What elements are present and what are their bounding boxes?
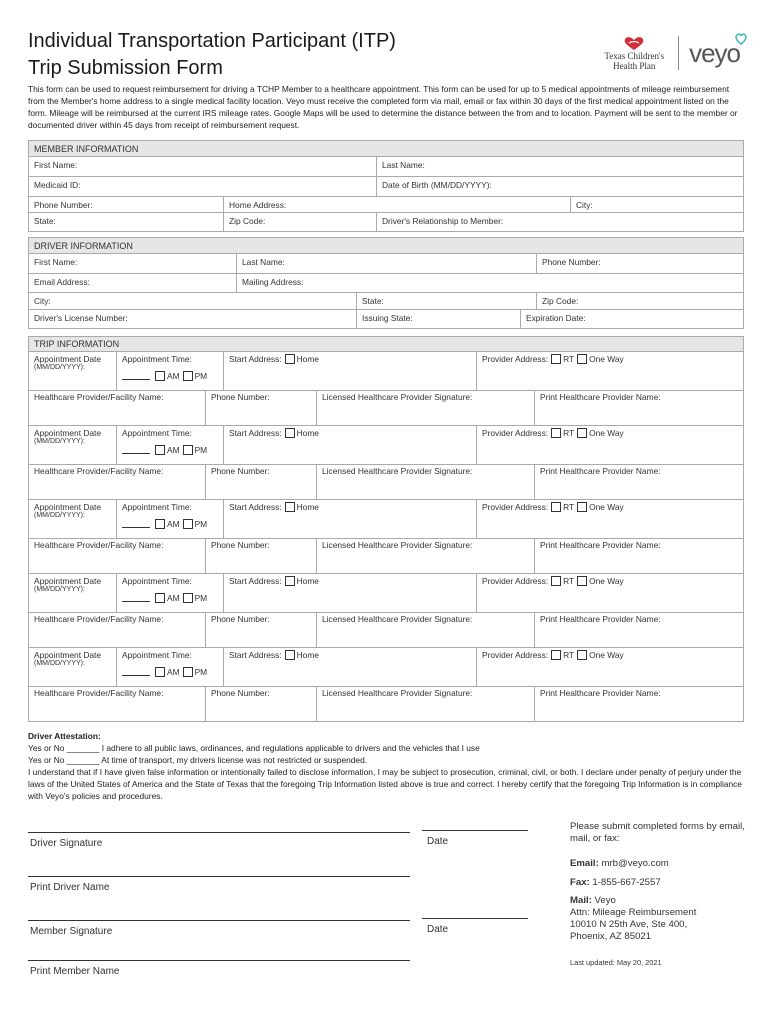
trip-start-address[interactable] — [224, 426, 477, 464]
trip-phone-label: Phone Number: — [211, 466, 270, 476]
trip-appt-time — [117, 426, 224, 464]
am-label: AM — [167, 667, 180, 677]
provider-signature-label: Licensed Healthcare Provider Signature: — [322, 688, 473, 698]
driver-attestation: Driver Attestation: Yes or No _______ I adhere to all public laws, ordinances, and regulations applicable to drivers and the vehicles that I use Yes or No _______ At time of transport, my drivers license was not restricted or suspended. I understand that if I have given false information or intentionally failed to disclose information, I may be subject to prosecution, criminal, civil, or both. I declare under penalty of perjury under the laws of the United States of America and the State of Texas that the foregoing Trip Information listed above is true and correct. I hereby certify that the foregoing Trip Information is in compliance with Veyo's policies and procedures. — [28, 730, 744, 802]
provider-address-label: Provider Address: — [482, 428, 549, 438]
trip-appt-time-label: Appointment Time: — [122, 576, 192, 586]
member-row-2 — [29, 177, 743, 197]
provider-address-label: Provider Address: — [482, 650, 549, 660]
member-city[interactable]: City: — [570, 197, 743, 212]
trip-facility-name[interactable] — [29, 612, 206, 647]
submit-fax — [570, 877, 750, 889]
pm-checkbox[interactable] — [183, 593, 193, 603]
driver-row-2 — [29, 274, 743, 293]
member-row-3 — [29, 197, 743, 213]
member-signature-line[interactable] — [28, 920, 410, 921]
oneway-checkbox[interactable] — [577, 354, 587, 364]
am-checkbox[interactable] — [155, 371, 165, 381]
home-label: Home — [296, 354, 319, 364]
email-label: Email: — [570, 858, 599, 869]
provider-print-name-label: Print Healthcare Provider Name: — [540, 614, 661, 624]
home-label: Home — [296, 428, 319, 438]
provider-address-label: Provider Address: — [482, 354, 549, 364]
home-checkbox[interactable] — [285, 428, 295, 438]
trip-row — [29, 648, 743, 722]
start-address-label: Start Address: — [229, 576, 282, 586]
date-label-1: Date — [427, 836, 449, 847]
am-checkbox[interactable] — [155, 445, 165, 455]
trip-provider-address[interactable] — [477, 352, 743, 390]
attestation-line-2 — [28, 754, 744, 766]
trip-appt-date-label: Appointment Date — [34, 650, 102, 660]
driver-mailing-address[interactable]: Mailing Address: — [236, 274, 743, 292]
oneway-checkbox[interactable] — [577, 502, 587, 512]
trip-appt-date-format: (MM/DD/YYYY): — [34, 438, 85, 445]
provider-signature-label: Licensed Healthcare Provider Signature: — [322, 466, 473, 476]
driver-zip[interactable]: Zip Code: — [536, 293, 743, 309]
trip-appt-date-format: (MM/DD/YYYY): — [34, 586, 85, 593]
driver-row-1 — [29, 254, 743, 274]
member-section — [28, 140, 744, 232]
member-state[interactable]: State: — [34, 216, 56, 226]
pm-checkbox[interactable] — [183, 445, 193, 455]
facility-label: Healthcare Provider/Facility Name: — [34, 688, 164, 698]
mail-line-4: Phoenix, AZ 85021 — [570, 931, 652, 942]
trip-provider-address[interactable] — [477, 574, 743, 612]
am-checkbox[interactable] — [155, 519, 165, 529]
rt-checkbox[interactable] — [551, 502, 561, 512]
trip-start-address[interactable] — [224, 574, 477, 612]
trip-time-input[interactable] — [122, 675, 150, 676]
trip-provider-signature[interactable] — [317, 464, 535, 499]
trip-provider-signature[interactable] — [317, 686, 535, 722]
trip-appt-date-label: Appointment Date — [34, 502, 102, 512]
pm-label: PM — [194, 445, 208, 455]
print-driver-line[interactable] — [28, 876, 410, 877]
trip-time-input[interactable] — [122, 453, 150, 454]
facility-label: Healthcare Provider/Facility Name: — [34, 466, 164, 476]
rt-label: RT — [563, 576, 575, 586]
trip-phone-label: Phone Number: — [211, 688, 270, 698]
attestation-declaration: I understand that if I have given false information or intentionally failed to disclose information, I may be subject to prosecution, criminal, civil, or both. I declare under penalty of perjury under the laws of the United States of America and the State of Texas that the foregoing Trip Information listed above is true and correct. I hereby certify that the foregoing Trip Information is in compliance with Veyo's policies and procedures. — [28, 767, 742, 801]
driver-first-name[interactable]: First Name: — [34, 257, 78, 267]
home-label: Home — [296, 576, 319, 586]
facility-label: Healthcare Provider/Facility Name: — [34, 614, 164, 624]
trip-facility-name[interactable] — [29, 686, 206, 722]
oneway-checkbox[interactable] — [577, 576, 587, 586]
member-phone[interactable]: Phone Number: — [34, 200, 93, 210]
oneway-label: One Way — [589, 650, 624, 660]
trip-provider-print-name[interactable] — [535, 612, 743, 647]
trip-appt-time-label: Appointment Time: — [122, 354, 192, 364]
pm-checkbox[interactable] — [183, 371, 193, 381]
driver-last-name[interactable]: Last Name: — [236, 254, 536, 273]
member-row-1 — [29, 157, 743, 177]
member-medicaid-id[interactable]: Medicaid ID: — [34, 180, 81, 190]
provider-print-name-label: Print Healthcare Provider Name: — [540, 466, 661, 476]
veyo-logo — [689, 38, 740, 69]
attestation-heading: Driver Attestation — [28, 731, 98, 741]
driver-section — [28, 237, 744, 329]
provider-signature-label: Licensed Healthcare Provider Signature: — [322, 614, 473, 624]
trip-appt-date[interactable] — [29, 426, 117, 464]
trip-row — [29, 426, 743, 500]
tchp-heart-icon — [621, 35, 647, 51]
provider-signature-label: Licensed Healthcare Provider Signature: — [322, 540, 473, 550]
trip-appt-date[interactable] — [29, 648, 117, 686]
trip-row — [29, 500, 743, 574]
print-driver-label: Print Driver Name — [30, 882, 110, 893]
submit-mail — [570, 895, 750, 943]
member-row-4 — [29, 213, 743, 231]
home-checkbox[interactable] — [285, 576, 295, 586]
attestation-text-1: I adhere to all public laws, ordinances, and regulations applicable to drivers and the vehicles that I use — [99, 743, 480, 753]
date-line-2[interactable] — [422, 918, 528, 919]
mail-label: Mail: — [570, 895, 592, 906]
am-label: AM — [167, 519, 180, 529]
trip-provider-address[interactable] — [477, 426, 743, 464]
veyo-heart-icon — [734, 32, 748, 46]
member-dob[interactable]: Date of Birth (MM/DD/YYYY): — [376, 177, 743, 196]
oneway-label: One Way — [589, 428, 624, 438]
mail-line-3: 10010 N 25th Ave, Ste 400, — [570, 919, 688, 930]
trip-appt-time-label: Appointment Time: — [122, 502, 192, 512]
rt-label: RT — [563, 428, 575, 438]
trip-start-address[interactable] — [224, 352, 477, 390]
am-label: AM — [167, 445, 180, 455]
trip-provider-signature[interactable] — [317, 538, 535, 573]
trip-appt-date-label: Appointment Date — [34, 576, 102, 586]
facility-label: Healthcare Provider/Facility Name: — [34, 540, 164, 550]
home-checkbox[interactable] — [285, 502, 295, 512]
trip-provider-print-name[interactable] — [535, 538, 743, 573]
title-line-1: Individual Transportation Participant (ITP) — [28, 30, 396, 52]
provider-print-name-label: Print Healthcare Provider Name: — [540, 540, 661, 550]
member-home-address[interactable]: Home Address: — [223, 197, 570, 212]
start-address-label: Start Address: — [229, 502, 282, 512]
driver-city[interactable]: City: — [34, 296, 51, 306]
pm-checkbox[interactable] — [183, 519, 193, 529]
driver-state[interactable]: State: — [356, 293, 536, 309]
trip-appt-date-format: (MM/DD/YYYY): — [34, 660, 85, 667]
rt-label: RT — [563, 354, 575, 364]
rt-checkbox[interactable] — [551, 576, 561, 586]
facility-label: Healthcare Provider/Facility Name: — [34, 392, 164, 402]
trip-appt-time — [117, 648, 224, 686]
trip-appt-date-format: (MM/DD/YYYY): — [34, 364, 85, 371]
trip-phone[interactable] — [206, 612, 317, 647]
trip-start-address[interactable] — [224, 500, 477, 538]
trip-phone[interactable] — [206, 686, 317, 722]
veyo-wordmark: veyo — [689, 37, 740, 68]
home-label: Home — [296, 502, 319, 512]
am-checkbox[interactable] — [155, 667, 165, 677]
member-last-name[interactable]: Last Name: — [376, 157, 743, 176]
rt-label: RT — [563, 650, 575, 660]
trip-provider-signature[interactable] — [317, 390, 535, 425]
trip-facility-name[interactable] — [29, 538, 206, 573]
oneway-label: One Way — [589, 354, 624, 364]
start-address-label: Start Address: — [229, 428, 282, 438]
trip-appt-time — [117, 352, 224, 390]
trip-rows — [29, 352, 743, 722]
trip-provider-print-name[interactable] — [535, 390, 743, 425]
trip-appt-date[interactable] — [29, 500, 117, 538]
trip-phone-label: Phone Number: — [211, 392, 270, 402]
driver-issuing-state[interactable]: Issuing State: — [356, 310, 520, 328]
pm-label: PM — [194, 593, 208, 603]
trip-appt-date[interactable] — [29, 574, 117, 612]
pm-label: PM — [194, 667, 208, 677]
trip-row — [29, 574, 743, 648]
provider-print-name-label: Print Healthcare Provider Name: — [540, 688, 661, 698]
driver-email[interactable]: Email Address: — [34, 277, 90, 287]
logo-area — [604, 32, 740, 74]
email-value[interactable]: mrb@veyo.com — [598, 858, 669, 869]
member-first-name[interactable]: First Name: — [34, 160, 78, 170]
trip-row — [29, 352, 743, 426]
oneway-label: One Way — [589, 576, 624, 586]
driver-license[interactable]: Driver's License Number: — [34, 313, 128, 323]
rt-label: RT — [563, 502, 575, 512]
provider-signature-label: Licensed Healthcare Provider Signature: — [322, 392, 473, 402]
rt-checkbox[interactable] — [551, 650, 561, 660]
home-checkbox[interactable] — [285, 650, 295, 660]
trip-appt-time — [117, 500, 224, 538]
driver-expiration[interactable]: Expiration Date: — [520, 310, 743, 328]
trip-facility-name[interactable] — [29, 464, 206, 499]
member-relationship[interactable]: Driver's Relationship to Member: — [376, 213, 743, 231]
intro-text: This form can be used to request reimbursement for driving a TCHP Member to a healthcare appointment. This form can be used for up to 5 medical appointments of mileage reimbursement from the Member's home address to a single medical facility location. Veyo must receive the completed form via mail, email or fax within 30 days of the first medical appointment listed on the form. Mileage will be reimbursed at the current IRS mileage rates. Google Maps will be used to determine the distance between the from and to location. Payment will be sent to the member or documented driver within 45 days from receipt of reimbursement request. — [28, 84, 738, 130]
trip-provider-print-name[interactable] — [535, 464, 743, 499]
am-checkbox[interactable] — [155, 593, 165, 603]
trip-phone[interactable] — [206, 464, 317, 499]
oneway-checkbox[interactable] — [577, 650, 587, 660]
trip-time-input[interactable] — [122, 379, 150, 380]
driver-signature-line[interactable] — [28, 832, 410, 833]
trip-phone-label: Phone Number: — [211, 614, 270, 624]
trip-provider-address[interactable] — [477, 648, 743, 686]
provider-address-label: Provider Address: — [482, 502, 549, 512]
trip-appt-date-format: (MM/DD/YYYY): — [34, 512, 85, 519]
trip-time-input[interactable] — [122, 527, 150, 528]
member-zip[interactable]: Zip Code: — [223, 213, 376, 231]
attestation-text-2: At time of transport, my drivers license was not restricted or suspended. — [99, 755, 368, 765]
start-address-label: Start Address: — [229, 650, 282, 660]
trip-appt-date-label: Appointment Date — [34, 354, 102, 364]
print-member-label: Print Member Name — [30, 966, 120, 977]
driver-header: DRIVER INFORMATION — [29, 238, 743, 254]
print-member-line[interactable] — [28, 960, 410, 961]
mail-line-2: Attn: Mileage Reimbursement — [570, 907, 697, 918]
rt-checkbox[interactable] — [551, 428, 561, 438]
trip-appt-date-label: Appointment Date — [34, 428, 102, 438]
am-label: AM — [167, 593, 180, 603]
trip-header: TRIP INFORMATION — [29, 337, 743, 352]
rt-checkbox[interactable] — [551, 354, 561, 364]
attestation-line-1 — [28, 742, 744, 754]
driver-row-3 — [29, 293, 743, 310]
trip-provider-signature[interactable] — [317, 612, 535, 647]
trip-facility-name[interactable] — [29, 390, 206, 425]
tchp-name-2: Health Plan — [613, 61, 656, 71]
date-label-2: Date — [427, 924, 449, 935]
trip-appt-time-label: Appointment Time: — [122, 650, 192, 660]
provider-print-name-label: Print Healthcare Provider Name: — [540, 392, 661, 402]
fax-value: 1-855-667-2557 — [589, 877, 661, 888]
trip-provider-address[interactable] — [477, 500, 743, 538]
form-title — [28, 28, 396, 82]
tchp-logo — [604, 35, 664, 71]
pm-checkbox[interactable] — [183, 667, 193, 677]
trip-appt-time — [117, 574, 224, 612]
pm-label: PM — [194, 371, 208, 381]
fax-label: Fax: — [570, 877, 590, 888]
home-label: Home — [296, 650, 319, 660]
oneway-checkbox[interactable] — [577, 428, 587, 438]
trip-phone[interactable] — [206, 538, 317, 573]
provider-address-label: Provider Address: — [482, 576, 549, 586]
trip-phone[interactable] — [206, 390, 317, 425]
trip-appt-date[interactable] — [29, 352, 117, 390]
attestation-yes-no-2[interactable]: Yes or No _______ — [28, 755, 100, 765]
last-updated: Last updated: May 20, 2021 — [570, 958, 662, 967]
attestation-yes-no-1[interactable]: Yes or No _______ — [28, 743, 100, 753]
trip-provider-print-name[interactable] — [535, 686, 743, 722]
tchp-name-1: Texas Children's — [604, 51, 665, 61]
trip-section — [28, 336, 744, 722]
am-label: AM — [167, 371, 180, 381]
submit-intro: Please submit completed forms by email, mail, or fax: — [570, 821, 745, 844]
driver-phone[interactable]: Phone Number: — [536, 254, 743, 273]
member-signature-label: Member Signature — [30, 926, 113, 937]
oneway-label: One Way — [589, 502, 624, 512]
start-address-label: Start Address: — [229, 354, 282, 364]
trip-phone-label: Phone Number: — [211, 540, 270, 550]
trip-start-address[interactable] — [224, 648, 477, 686]
home-checkbox[interactable] — [285, 354, 295, 364]
title-line-2: Trip Submission Form — [28, 57, 223, 79]
submit-email — [570, 858, 750, 870]
date-line-1[interactable] — [422, 830, 528, 831]
driver-row-4 — [29, 310, 743, 328]
logo-divider — [678, 36, 679, 70]
trip-appt-time-label: Appointment Time: — [122, 428, 192, 438]
mail-line-1: Veyo — [591, 895, 616, 906]
member-header: MEMBER INFORMATION — [29, 141, 743, 157]
trip-time-input[interactable] — [122, 601, 150, 602]
driver-signature-label: Driver Signature — [30, 838, 103, 849]
pm-label: PM — [194, 519, 208, 529]
